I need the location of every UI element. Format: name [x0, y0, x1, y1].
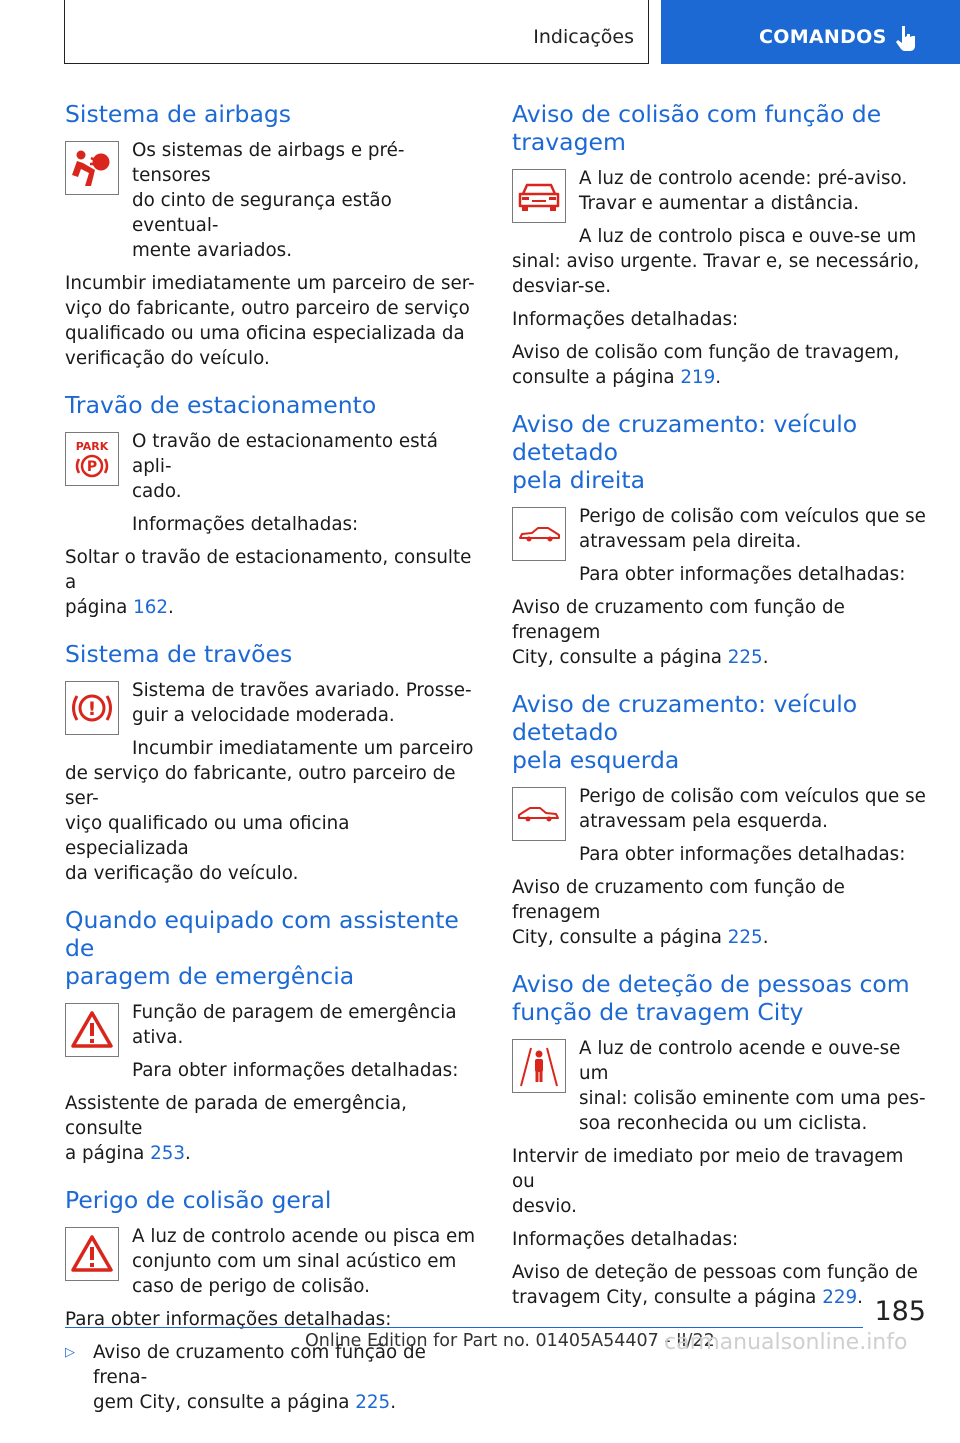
- indicator-description: Perigo de colisão com veículos que se atravessam pela esquerda.: [579, 786, 926, 832]
- section-title: Aviso de deteção de pessoas com função de travagem City: [512, 970, 910, 1026]
- section-title: Aviso de cruzamento: veículo detetado pela esquerda: [512, 690, 858, 774]
- info-label: Informações detalhadas:: [512, 1229, 739, 1250]
- info-label: Para obter informações detalhadas:: [132, 1060, 459, 1081]
- indicator-block: [65, 429, 477, 545]
- indicator-text: [132, 429, 477, 545]
- body-text: Aviso de cruzamento com função de frenagem City, consulte a página 225.: [512, 877, 845, 948]
- indicator-description: Função de paragem de emergência ativa.: [132, 1002, 457, 1048]
- indicator-description: Os sistemas de airbags e pré-tensores do cinto de segurança estão eventual- mente avariados.: [132, 140, 405, 261]
- indicator-text: [132, 1000, 477, 1091]
- body-text: Soltar o travão de estacionamento, consulte a página 162.: [65, 547, 472, 618]
- page-link-219[interactable]: 219: [680, 367, 716, 388]
- bullet-text: Aviso de cruzamento com função de frena- gem City, consulte a página 225.: [93, 1342, 426, 1413]
- page-link-225[interactable]: 225: [727, 927, 763, 948]
- page-link-162[interactable]: 162: [133, 597, 168, 618]
- page-link-225[interactable]: 225: [727, 647, 763, 668]
- parking-brake-icon: [65, 432, 119, 486]
- indicator-description: Perigo de colisão com veículos que se atravessam pela direita.: [579, 506, 926, 552]
- header-chapter-tab[interactable]: [661, 0, 960, 64]
- indicator-description: A luz de controlo acende e ouve-se um sinal: colisão eminente com uma pes- soa reconhecida ou um ciclista.: [579, 1038, 926, 1134]
- brake-warning-icon: [65, 681, 119, 735]
- indicator-block: [65, 138, 477, 271]
- indicator-description: Sistema de travões avariado. Prosse- guir a velocidade moderada.: [132, 680, 472, 726]
- section-title: Travão de estacionamento: [65, 391, 377, 419]
- section-cross-traffic-left: [512, 690, 928, 950]
- warning-triangle-icon: [65, 1003, 119, 1057]
- page-number: 185: [874, 1296, 926, 1327]
- body-text: Aviso de cruzamento com função de frenagem City, consulte a página 225.: [512, 597, 845, 668]
- section-title: Aviso de cruzamento: veículo detetado pela direita: [512, 410, 858, 494]
- indicator-block: [512, 504, 928, 595]
- warning-triangle-icon: [65, 1227, 119, 1281]
- section-emergency-stop: [65, 906, 477, 1166]
- car-front-icon: [512, 169, 566, 223]
- bullet-arrow-icon: ▷: [65, 1345, 75, 1360]
- watermark: carmanualsonline.info: [664, 1330, 908, 1355]
- section-pedestrian-warning: [512, 970, 928, 1310]
- indicator-text: [579, 1036, 928, 1144]
- section-airbags: [65, 100, 477, 371]
- page-link-229[interactable]: 229: [822, 1287, 858, 1308]
- body-text: Aviso de deteção de pessoas com função de travagem City, consulte a página 229.: [512, 1262, 918, 1308]
- airbag-warning-icon: [65, 141, 119, 195]
- footer-edition: Online Edition for Part no. 01405A54407 - II/22: [305, 1331, 715, 1351]
- bullet-item: [65, 1340, 477, 1423]
- section-parking-brake: [65, 391, 477, 620]
- indicator-text: [579, 504, 928, 595]
- indicator-block: [512, 784, 928, 875]
- info-label: Para obter informações detalhadas:: [579, 564, 906, 585]
- footer-divider: [65, 1327, 863, 1328]
- section-brakes: [65, 640, 477, 886]
- header-chapter-label: COMANDOS: [759, 26, 887, 48]
- info-label: Informações detalhadas:: [512, 309, 739, 330]
- header-section-label: Indicações: [533, 26, 634, 48]
- indicator-description-2: A luz de controlo pisca e ouve-se um: [579, 226, 917, 247]
- body-text: Assistente de parada de emergência, consulte a página 253.: [65, 1093, 407, 1164]
- cross-traffic-left-icon: [512, 787, 566, 841]
- indicator-block: [512, 1036, 928, 1144]
- indicator-text: [579, 166, 928, 249]
- park-letter: P: [86, 459, 98, 475]
- left-column: [65, 100, 477, 1443]
- body-text: Incumbir imediatamente um parceiro de ser- viço do fabricante, outro parceiro de serviço qualificado ou uma oficina especializada da verificação do veículo.: [65, 273, 475, 369]
- indicator-description: A luz de controlo acende: pré-aviso. Travar e aumentar a distância.: [579, 168, 908, 214]
- indicator-description-2: Incumbir imediatamente um parceiro: [132, 738, 474, 759]
- section-cross-traffic-right: [512, 410, 928, 670]
- indicator-description: O travão de estacionamento está apli- cado.: [132, 431, 438, 502]
- body-text: Aviso de colisão com função de travagem, consulte a página 219.: [512, 342, 900, 388]
- indicator-text: [132, 1224, 477, 1307]
- right-column: [512, 100, 928, 1330]
- section-title: Sistema de airbags: [65, 100, 292, 128]
- indicator-description: A luz de controlo acende ou pisca em conjunto com um sinal acústico em caso de perigo de colisão.: [132, 1226, 476, 1297]
- body-text: de serviço do fabricante, outro parceiro de ser- viço qualificado ou uma oficina especializada da verificação do veículo.: [65, 763, 456, 884]
- page-link-225[interactable]: 225: [355, 1392, 391, 1413]
- pointing-hand-icon: [895, 24, 917, 52]
- indicator-text: [132, 678, 477, 761]
- indicator-block: [65, 1000, 477, 1091]
- info-label: Para obter informações detalhadas:: [579, 844, 906, 865]
- section-title: Sistema de travões: [65, 640, 293, 668]
- indicator-text: [579, 784, 928, 875]
- info-label: Informações detalhadas:: [132, 514, 359, 535]
- park-label: PARK: [75, 440, 109, 453]
- section-collision-general: [65, 1186, 477, 1423]
- pedestrian-warning-icon: [512, 1039, 566, 1093]
- section-title: Aviso de colisão com função de travagem: [512, 100, 882, 156]
- section-title: Quando equipado com assistente de paragem de emergência: [65, 906, 459, 990]
- indicator-text: [132, 138, 477, 271]
- section-title: Perigo de colisão geral: [65, 1186, 332, 1214]
- section-collision-braking: [512, 100, 928, 390]
- page-link-253[interactable]: 253: [150, 1143, 186, 1164]
- info-label: Para obter informações detalhadas:: [65, 1309, 392, 1330]
- indicator-block: [512, 166, 928, 249]
- cross-traffic-right-icon: [512, 507, 566, 561]
- indicator-block: [65, 1224, 477, 1307]
- brake-mark: !: [87, 698, 97, 720]
- body-text: Intervir de imediato por meio de travagem ou desvio.: [512, 1146, 904, 1217]
- indicator-block: [65, 678, 477, 761]
- body-text: sinal: aviso urgente. Travar e, se necessário, desviar-se.: [512, 251, 920, 297]
- header-section-box: [64, 0, 649, 64]
